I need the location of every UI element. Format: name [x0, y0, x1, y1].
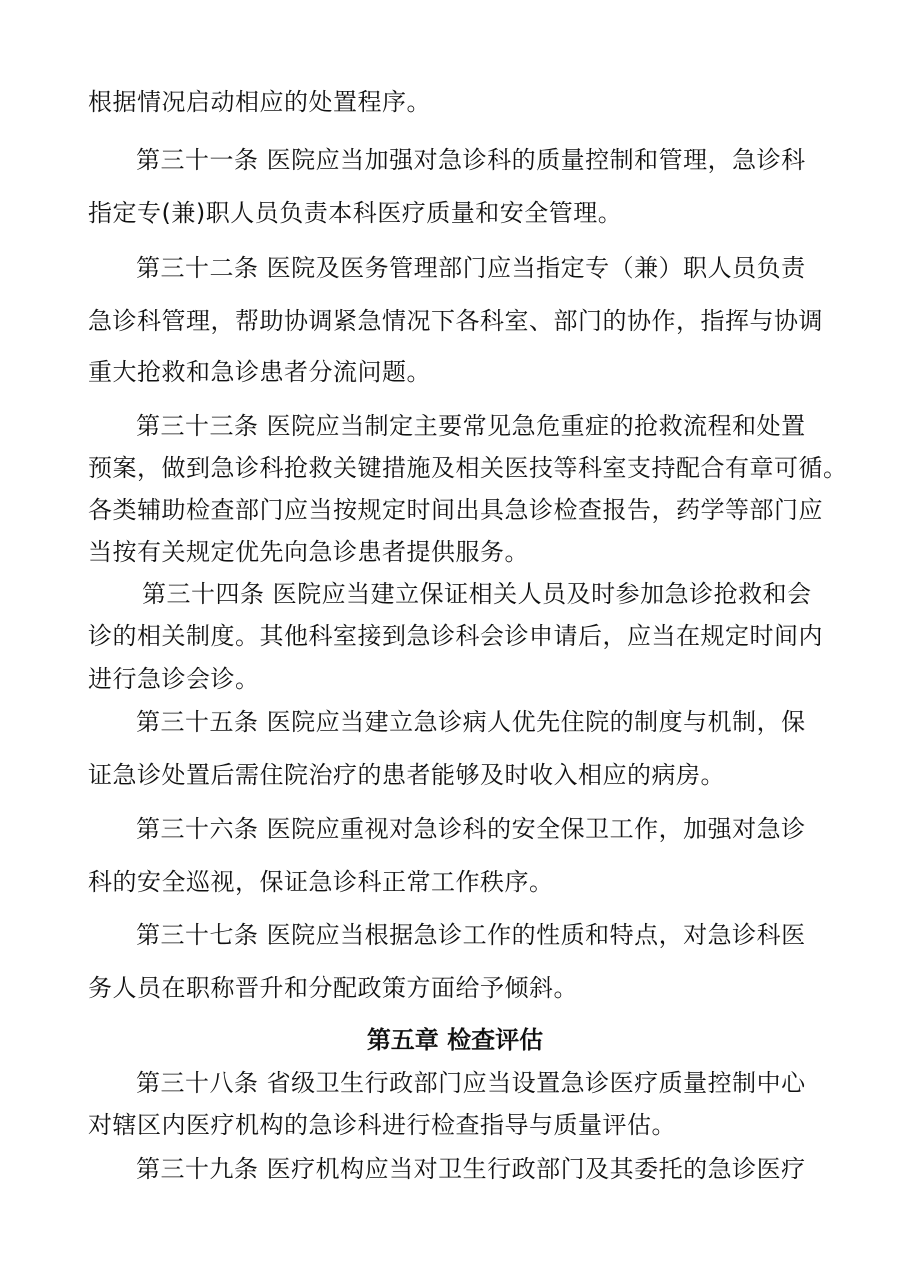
text-line: 进行急诊会诊。	[88, 665, 260, 693]
text-line: 科的安全巡视，保证急诊科正常工作秩序。	[88, 868, 554, 896]
text-line: 对辖区内医疗机构的急诊科进行检查指导与质量评估。	[88, 1111, 676, 1139]
text-line: 预案，做到急诊科抢救关键措施及相关医技等科室支持配合有章可循。	[88, 454, 848, 482]
text-line: 第三十二条 医院及医务管理部门应当指定专（兼）职人员负责	[136, 254, 806, 282]
text-line: 第三十七条 医院应当根据急诊工作的性质和特点，对急诊科医	[136, 921, 806, 949]
text-line: 第三十八条 省级卫生行政部门应当设置急诊医疗质量控制中心	[136, 1069, 806, 1097]
text-line: 证急诊处置后需住院治疗的患者能够及时收入相应的病房。	[88, 761, 725, 789]
text-line: 当按有关规定优先向急诊患者提供服务。	[88, 538, 529, 566]
text-line: 第三十五条 医院应当建立急诊病人优先住院的制度与机制，保	[136, 708, 806, 736]
text-line: 第三十一条 医院应当加强对急诊科的质量控制和管理，急诊科	[136, 146, 806, 174]
text-line: 第三十三条 医院应当制定主要常见急危重症的抢救流程和处置	[136, 412, 806, 440]
chapter-heading: 第五章 检查评估	[366, 1026, 544, 1054]
text-line: 务人员在职称晋升和分配政策方面给予倾斜。	[88, 974, 578, 1002]
text-line: 第三十六条 医院应重视对急诊科的安全保卫工作，加强对急诊	[136, 815, 806, 843]
text-line: 急诊科管理，帮助协调紧急情况下各科室、部门的协作，指挥与协调	[88, 307, 823, 335]
text-line: 各类辅助检查部门应当按规定时间出具急诊检查报告，药学等部门应	[88, 496, 823, 524]
text-line: 重大抢救和急诊患者分流问题。	[88, 358, 431, 386]
text-line: 根据情况启动相应的处置程序。	[88, 88, 431, 116]
text-line: 第三十九条 医疗机构应当对卫生行政部门及其委托的急诊医疗	[136, 1155, 806, 1183]
text-line: 诊的相关制度。其他科室接到急诊科会诊申请后，应当在规定时间内	[88, 622, 823, 650]
text-line: 指定专(兼)职人员负责本科医疗质量和安全管理。	[88, 199, 623, 227]
text-line: 第三十四条 医院应当建立保证相关人员及时参加急诊抢救和会	[142, 580, 812, 608]
